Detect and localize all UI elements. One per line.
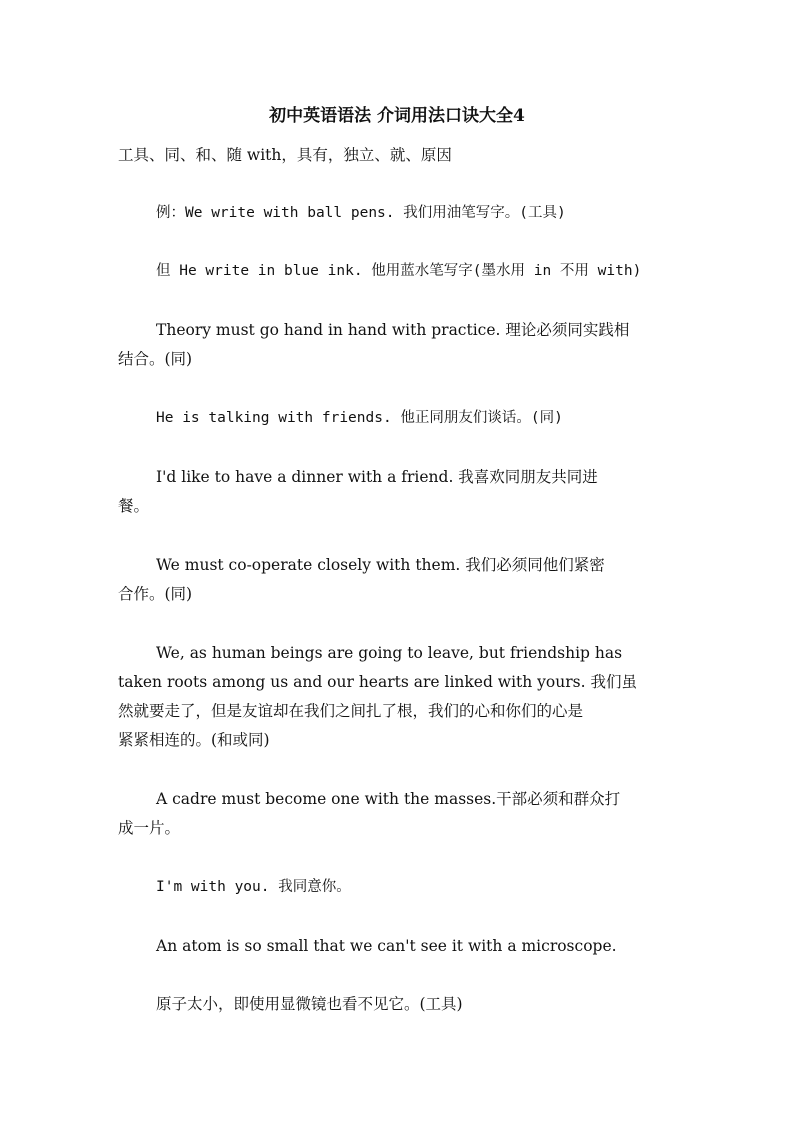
text-line: A cadre must become one with the masses.干部必须和群众打 [156,790,621,808]
text-line: 工具、同、和、随 with，具有，独立、就、原因 [118,146,452,164]
paragraph-9 [118,873,688,902]
paragraph-2 [118,257,688,286]
text-line: 然就要走了，但是友谊却在我们之间扎了根，我们的心和你们的心是 [118,702,584,720]
paragraph-6 [118,551,688,609]
text-line: I'd like to have a dinner with a friend. 我喜欢同朋友共同进 [156,468,598,486]
paragraph-4 [118,404,688,433]
paragraph-7 [118,639,688,755]
text-line: 原子太小，即使用显微镜也看不见它。(工具) [156,995,463,1013]
paragraph-3 [118,316,688,374]
text-line: taken roots among us and our hearts are linked with yours. 我们虽 [118,673,637,691]
text-line: I'm with you. 我同意你。 [156,879,351,895]
paragraph-1 [118,199,688,228]
paragraph-11 [118,990,688,1019]
text-line: He is talking with friends. 他正同朋友们谈话。(同) [156,410,563,426]
text-line: 合作。(同) [118,585,193,603]
paragraph-5 [118,463,688,521]
text-line: 紧紧相连的。(和或同) [118,731,270,749]
text-line: An atom is so small that we can't see it with a microscope. [156,937,617,955]
text-line: We, as human beings are going to leave, but friendship has [156,644,623,662]
text-line: 成一片。 [118,819,181,837]
document-title: 初中英语语法 介词用法口诀大全4 [269,106,525,126]
intro-line [118,141,688,170]
paragraph-10 [118,932,688,961]
text-line: 结合。(同) [118,350,193,368]
text-line: We must co-operate closely with them. 我们必须同他们紧密 [156,556,605,574]
text-line: Theory must go hand in hand with practice. 理论必须同实践相 [156,321,630,339]
paragraph-8 [118,785,688,843]
text-line: 餐。 [118,497,150,515]
text-line: 但 He write in blue ink. 他用蓝水笔写字(墨水用 in 不用 with) [156,263,642,279]
text-line: 例：We write with ball pens. 我们用油笔写字。(工具) [156,205,566,221]
